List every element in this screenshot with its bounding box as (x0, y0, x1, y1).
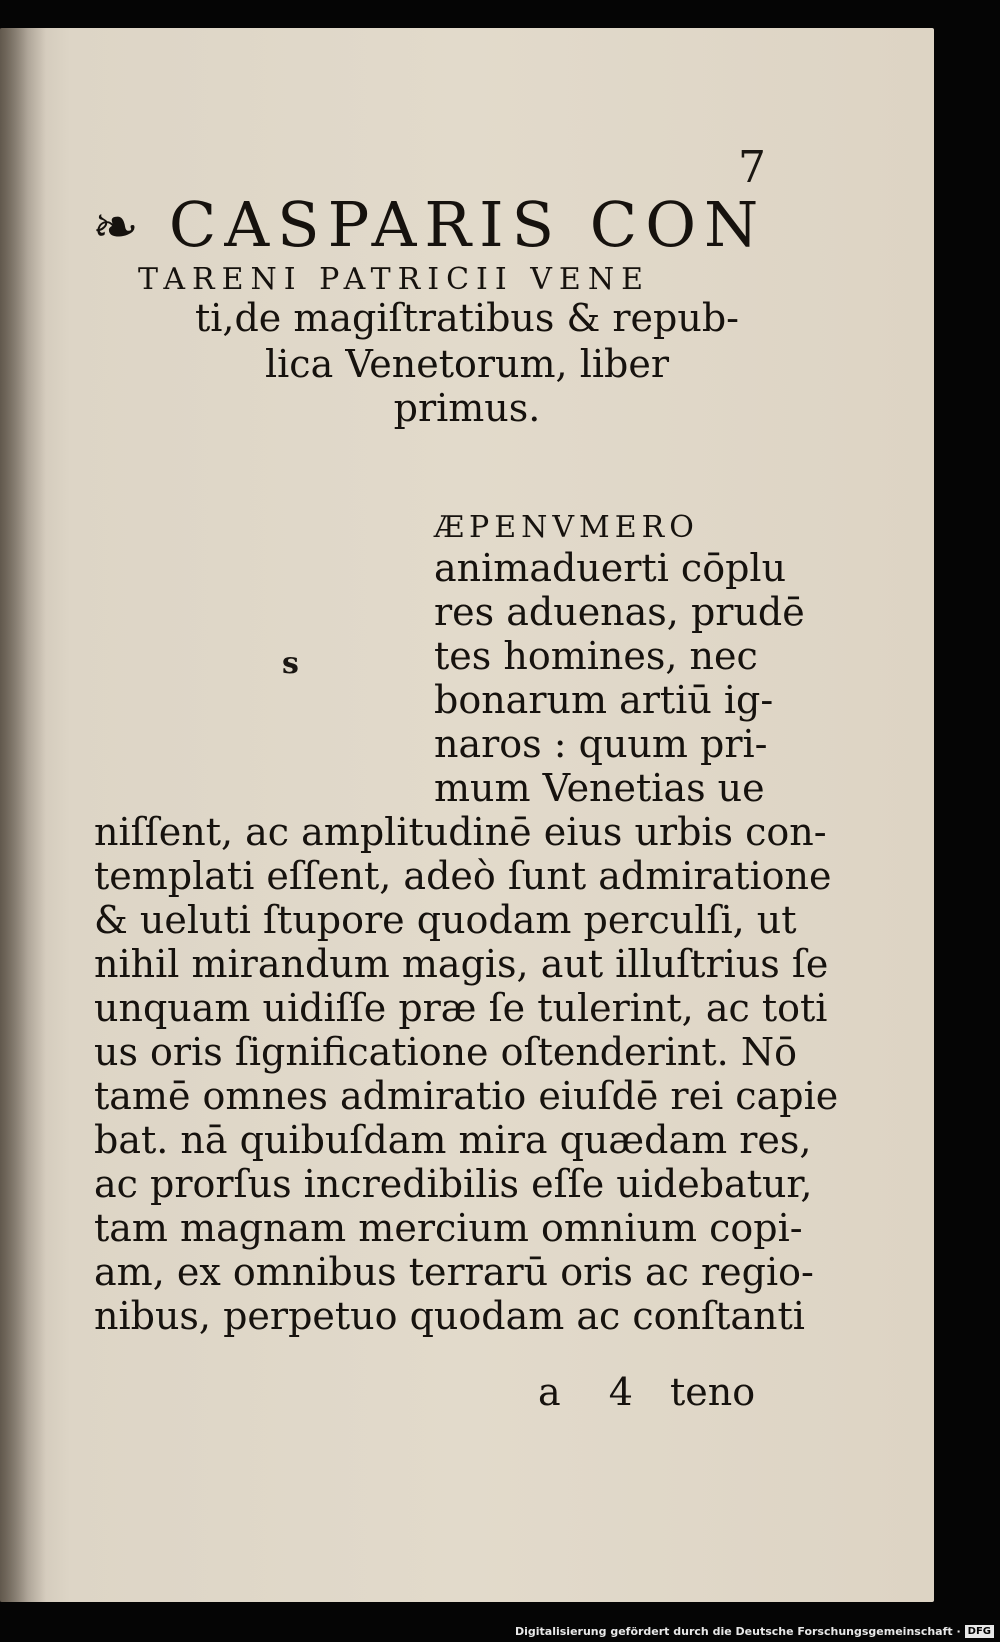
dfg-logo: DFG (965, 1625, 994, 1638)
text-line: bonarum artiū ig- (434, 678, 774, 722)
text-line: tamē omnes admiratio eiuſdē rei capie (94, 1074, 839, 1118)
footer-credit: Digitalisierung gefördert durch die Deutsche Forschungsgemeinschaft · (514, 1624, 961, 1638)
title-line-2: TARENI PATRICII VENE (138, 262, 650, 297)
text-line: am, ex omnibus terrarū oris ac regio- (94, 1250, 814, 1294)
text-line: naros : quum pri- (434, 722, 768, 766)
text-line: mum Venetias ue (434, 766, 765, 810)
text-line: ac prorſus incredibilis eſſe uidebatur, (94, 1162, 813, 1206)
title-text-1: CASPARIS CON (168, 188, 767, 261)
text-line: res aduenas, prudē (434, 590, 805, 634)
spine-shadow (0, 28, 46, 1602)
title-line-1 (92, 188, 772, 261)
text-line: & ueluti ſtupore quodam perculſi, ut (94, 898, 797, 942)
catchword: teno (670, 1370, 756, 1414)
text-line: nibus, perpetuo quodam ac conſtanti (94, 1294, 805, 1338)
guide-letter: s (282, 646, 299, 681)
digitization-footer (515, 1623, 994, 1639)
text-line: nihil mirandum magis, aut illuſtrius ſe (94, 942, 829, 986)
page-number: 7 (738, 142, 766, 193)
text-line: animaduerti cōplu (434, 546, 787, 590)
text-line: tes homines, nec (434, 634, 758, 678)
title-line-3: ti,de magiſtratibus & repub- (194, 296, 740, 340)
fleuron-icon: ❧ (92, 195, 147, 260)
text-line: us oris ſignificatione oſtenderint. Nō (94, 1030, 797, 1074)
text-line: bat. nā quibuſdam mira quædam res, (94, 1118, 812, 1162)
text-line: niſſent, ac amplitudinē eius urbis con- (94, 810, 827, 854)
signature-mark: a 4 (538, 1370, 651, 1414)
text-line: unquam uidiſſe præ ſe tulerint, ac toti (94, 986, 828, 1030)
title-line-4: lica Venetorum, liber (265, 342, 669, 386)
text-line: templati eſſent, adeò ſunt admiratione (94, 854, 832, 898)
title-line-5: primus. (393, 386, 541, 430)
text-line: tam magnam mercium omnium copi- (94, 1206, 803, 1250)
incipit: ÆPENVMERO (434, 510, 699, 545)
